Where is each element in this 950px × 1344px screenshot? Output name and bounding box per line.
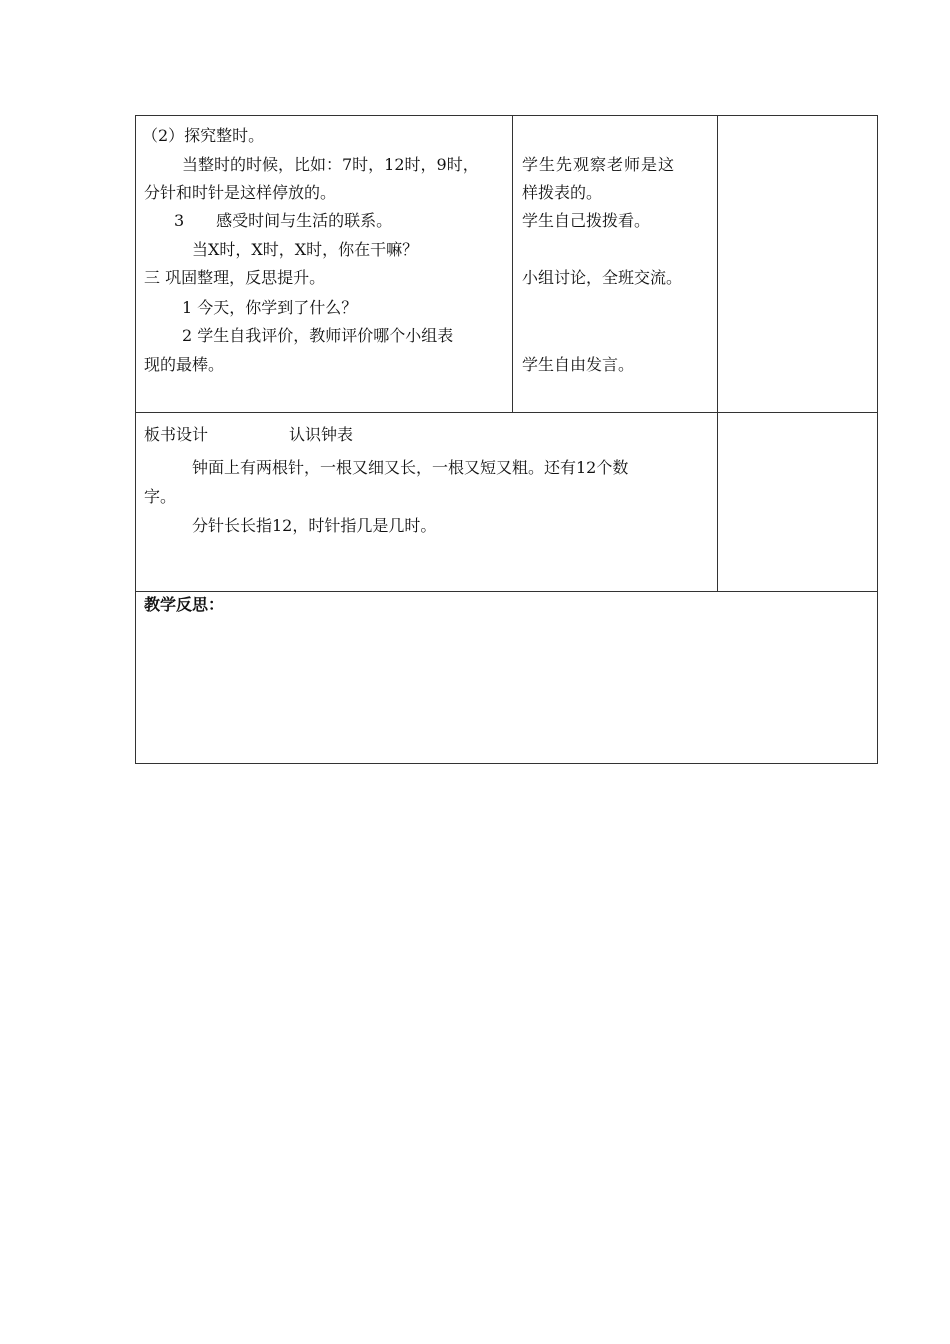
lesson-plan-table [135,115,878,764]
board-design-line: 分针长长指12，时针指几是几时。 [192,516,437,535]
activity-line: 小组讨论，全班交流。 [522,268,683,287]
process-line: 分针和时针是这样停放的。 [144,183,337,202]
activity-line: 学生自己拨拨看。 [522,211,651,230]
column-divider-1 [512,116,513,412]
board-design-label: 板书设计 [144,425,209,444]
board-design-title: 认识钟表 [289,425,354,444]
row-divider-2 [136,591,877,592]
process-line: 当X时，X时，X时，你在干嘛？ [192,240,419,259]
process-line: 3 感受时间与生活的联系。 [174,211,393,230]
board-design-line: 字。 [144,487,177,506]
process-line: （2）探究整时。 [142,126,265,145]
activity-line: 学生先观察老师是这 [522,155,676,174]
process-line: 三 巩固整理，反思提升。 [144,268,326,287]
board-design-line: 钟面上有两根针，一根又细又长，一根又短又粗。还有12个数 [192,458,629,477]
activity-line: 样拨表的。 [522,183,603,202]
process-line: 现的最棒。 [144,355,225,374]
column-divider-2 [717,116,718,591]
reflection-label: 教学反思： [144,595,225,614]
process-line: 2 学生自我评价，教师评价哪个小组表 [182,326,454,345]
activity-line: 学生自由发言。 [522,355,635,374]
process-line: 1 今天，你学到了什么？ [182,298,358,317]
process-line: 当整时的时候，比如：7时，12时，9时， [182,155,479,174]
row-divider-1 [136,412,877,413]
